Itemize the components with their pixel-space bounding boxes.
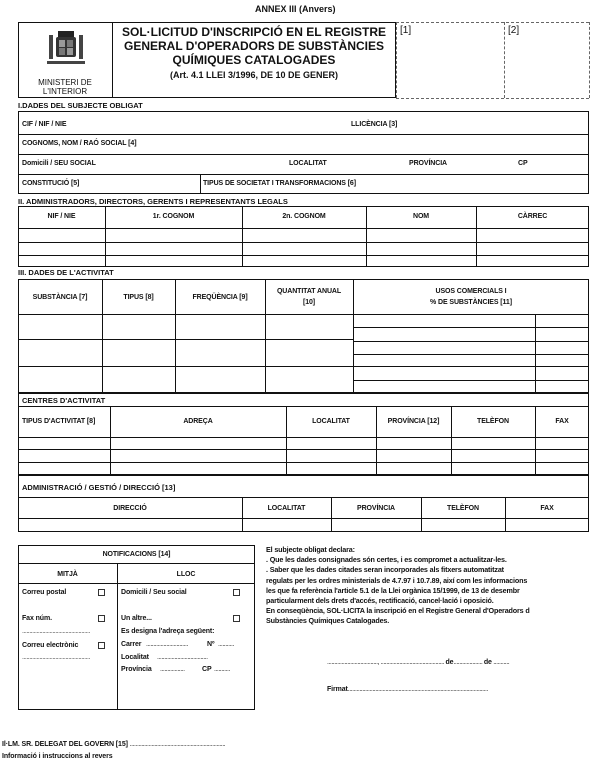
form-title-3: QUÍMIQUES CATALOGADES <box>172 53 336 67</box>
registry-box-1[interactable]: [1] <box>400 25 412 36</box>
correu-electronic-label: Correu electrònic <box>22 642 79 649</box>
llicencia-field[interactable]: LLICÈNCIA [3] <box>351 121 398 128</box>
info-label: Informació i instruccions al revers <box>2 753 113 760</box>
centres-col-fax: FAX <box>555 418 569 425</box>
section-3-heading: III. DADES DE L'ACTIVITAT <box>18 268 114 277</box>
fax-checkbox[interactable] <box>98 615 105 622</box>
correu-electronic-checkbox[interactable] <box>98 642 105 649</box>
altre-checkbox[interactable] <box>233 615 240 622</box>
correu-postal-label: Correu postal <box>22 589 67 596</box>
cp-field[interactable]: CP <box>518 160 528 167</box>
form-title-2: GENERAL D'OPERADORS DE SUBSTÀNCIES <box>124 39 384 53</box>
carrer-label: Carrer <box>121 641 142 648</box>
localitat-notif-label: Localitat <box>121 654 149 661</box>
centres-col-localitat: LOCALITAT <box>312 418 350 425</box>
col-usos-ref: % DE SUBSTÀNCIES [11] <box>430 299 512 306</box>
cognoms-field[interactable]: COGNOMS, NOM / RAÓ SOCIAL [4] <box>22 140 137 147</box>
admin-col-fax: FAX <box>540 505 554 512</box>
centres-col-telefon: TELÈFON <box>477 418 509 425</box>
law-reference: (Art. 4.1 LLEI 3/1996, DE 10 DE GENER) <box>169 70 339 80</box>
admin-col-provincia: PROVÍNCIA <box>357 505 395 512</box>
section-2-heading: II. ADMINISTRADORS, DIRECTORS, GERENTS I REPRESENTANTS LEGALS <box>18 197 288 206</box>
admin-col-cognom2: 2n. COGNOM <box>282 213 326 220</box>
mitja-header: MITJÀ <box>57 571 78 578</box>
col-frequencia: FREQÜÈNCIA [9] <box>192 294 248 301</box>
correu-postal-checkbox[interactable] <box>98 589 105 596</box>
coat-of-arms-icon <box>46 27 86 69</box>
altre-label: Un altre... <box>121 615 152 622</box>
provincia-field[interactable]: PROVÍNCIA <box>409 160 447 167</box>
cp-notif-label: CP <box>202 666 212 673</box>
domicili-field[interactable]: Domicili / SEU SOCIAL <box>22 160 96 167</box>
col-substancia: SUBSTÀNCIA [7] <box>32 294 88 301</box>
ministry-label: MINISTERI DE L'INTERIOR <box>38 78 92 96</box>
centres-col-provincia: PROVÍNCIA [12] <box>387 418 440 425</box>
tipus-societat-field[interactable]: TIPUS DE SOCIETAT I TRANSFORMACIONS [6] <box>203 180 356 187</box>
localitat-field[interactable]: LOCALITAT <box>289 160 327 167</box>
admin-col-telefon: TELÈFON <box>447 505 479 512</box>
domicili-label: Domicili / Seu social <box>121 589 187 596</box>
provincia-notif-label: Província <box>121 666 152 673</box>
admin-address-table <box>18 475 589 532</box>
designa-label: Es designa l'adreça següent: <box>121 628 215 635</box>
admin-col-nom: NOM <box>412 213 430 220</box>
centres-col-adreca: ADREÇA <box>183 418 213 425</box>
col-quantitat: QUANTITAT ANUAL <box>276 288 342 295</box>
col-quantitat-ref: [10] <box>302 299 316 306</box>
delegat-label: Il·LM. SR. DELEGAT DEL GOVERN [15] .................................................................. <box>2 741 226 748</box>
constitucio-field[interactable]: CONSTITUCIÓ [5] <box>22 180 80 187</box>
notifications-heading: NOTIFICACIONS [14] <box>102 551 171 558</box>
num-input[interactable]: ........... <box>218 641 234 648</box>
col-tipus: TIPUS [8] <box>123 294 154 301</box>
localitat-input[interactable]: ................................... <box>157 654 208 661</box>
cif-field[interactable]: CIF / NIF / NIE <box>22 121 67 128</box>
col-usos: USOS COMERCIALS I <box>435 288 507 295</box>
cp-input[interactable]: ........... <box>214 666 230 673</box>
num-label: Nº <box>207 641 215 648</box>
place-date-line[interactable]: ..................................., ............................................ de.................... de ........... <box>327 659 510 666</box>
admin-col-cognom1: 1r. COGNOM <box>152 213 195 220</box>
lloc-header: LLOC <box>176 571 196 578</box>
admin-address-heading: ADMINISTRACIÓ / GESTIÓ / DIRECCIÓ [13] <box>22 483 176 492</box>
registry-box-2[interactable]: [2] <box>508 25 520 36</box>
declaration-text: El subjecte obligat declara: . Que les dades consignades són certes, i es compromet a actualitzar-les. . Saber que les dades citades seran incorporades als fitxers automatitzat regulats per les ordres ministerials de 4.7.97 i 10.7.89, així com les informacions les que fa referència l'article 5.1 de la Llei orgànica 15/1999, de 13 de desembr particularment dels drets d'accés, rectificació, cancel·lació i oposició. En conseqüència, SOL·LICITA la inscripció en el Registre General d'Operadors d Substàncies Químiques Catalogades. <box>266 545 530 626</box>
admin-col-nif: NIF / NIE <box>47 213 76 220</box>
section-1-heading: I.DADES DEL SUBJECTE OBLIGAT <box>18 101 143 110</box>
admin-col-localitat: LOCALITAT <box>267 505 306 512</box>
admin-col-carrec: CÀRREC <box>517 213 548 220</box>
centres-col-tipus: TIPUS D'ACTIVITAT [8] <box>22 418 96 425</box>
admin-col-direccio: DIRECCIÓ <box>113 505 147 512</box>
domicili-checkbox[interactable] <box>233 589 240 596</box>
signature-line[interactable]: Firmat................................................................................................. <box>327 686 488 693</box>
form-title-1: SOL·LICITUD D'INSCRIPCIÓ EN EL REGISTRE <box>122 25 386 39</box>
annex-label: ANNEX III (Anvers) <box>255 4 336 14</box>
carrer-input[interactable]: ............................. <box>146 641 188 648</box>
fax-label: Fax núm. <box>22 615 52 622</box>
centres-heading: CENTRES D'ACTIVITAT <box>22 396 106 405</box>
provincia-input[interactable]: ................. <box>160 666 185 673</box>
